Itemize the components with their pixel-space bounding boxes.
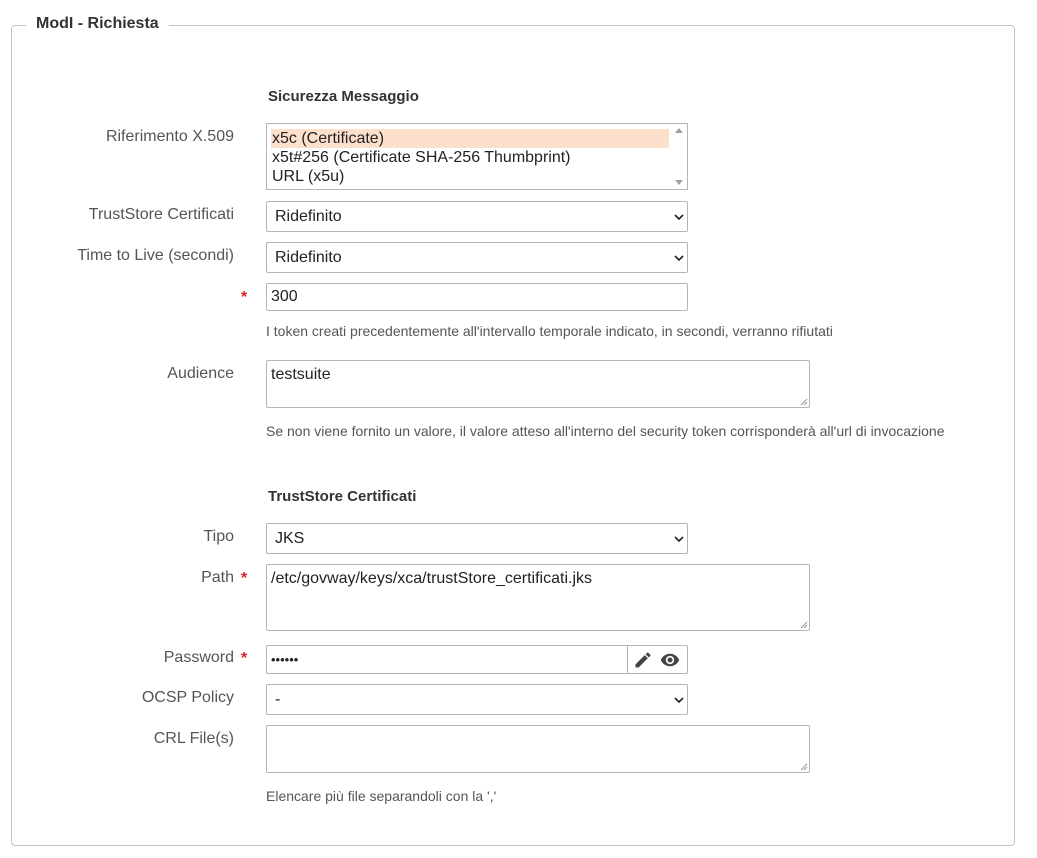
password-input[interactable]: •••••• bbox=[271, 652, 299, 667]
chevron-down-icon bbox=[673, 252, 685, 264]
riferimento-x509-label: Riferimento X.509 bbox=[105, 128, 234, 145]
select-value: Ridefinito bbox=[275, 208, 342, 225]
required-asterisk: * bbox=[241, 289, 248, 306]
section-title-truststore-certificati: TrustStore Certificati bbox=[268, 488, 417, 505]
listbox-option[interactable]: x5t#256 (Certificate SHA-256 Thumbprint) bbox=[272, 149, 571, 166]
fieldset-legend: ModI - Richiesta bbox=[26, 15, 169, 33]
tipo-select[interactable] bbox=[266, 523, 688, 554]
resize-grip-icon[interactable] bbox=[798, 396, 808, 406]
password-label: Password bbox=[163, 649, 234, 666]
crl-files-label: CRL File(s) bbox=[153, 730, 234, 747]
scroll-down-arrow-icon[interactable] bbox=[675, 180, 683, 185]
required-asterisk: * bbox=[241, 570, 248, 587]
chevron-down-icon bbox=[673, 533, 685, 545]
ttl-seconds-input[interactable]: 300 bbox=[266, 283, 688, 311]
audience-label: Audience bbox=[167, 365, 234, 382]
eye-icon[interactable] bbox=[659, 650, 681, 670]
password-divider bbox=[627, 646, 628, 673]
listbox-option[interactable]: URL (x5u) bbox=[272, 168, 345, 185]
ttl-hint: I token creati precedentemente all'intervallo temporale indicato, in secondi, verranno rifiutati bbox=[266, 323, 833, 339]
ocsp-policy-label: OCSP Policy bbox=[141, 689, 234, 706]
select-value: JKS bbox=[275, 530, 305, 547]
select-value: Ridefinito bbox=[275, 249, 342, 266]
resize-grip-icon[interactable] bbox=[798, 761, 808, 771]
select-value: - bbox=[275, 691, 281, 708]
resize-grip-icon[interactable] bbox=[798, 619, 808, 629]
audience-textarea[interactable] bbox=[266, 360, 810, 408]
chevron-down-icon bbox=[673, 211, 685, 223]
audience-hint: Se non viene fornito un valore, il valore atteso all'interno del security token corrisponderà all'url di invocazione bbox=[266, 423, 945, 439]
path-label: Path bbox=[201, 569, 234, 586]
password-field[interactable] bbox=[266, 645, 688, 674]
crl-files-hint: Elencare più file separandoli con la ',' bbox=[266, 788, 497, 804]
crl-files-textarea[interactable] bbox=[266, 725, 810, 773]
scroll-up-arrow-icon[interactable] bbox=[675, 128, 683, 133]
truststore-certificati-select[interactable] bbox=[266, 201, 688, 232]
riferimento-x509-listbox[interactable] bbox=[266, 123, 688, 190]
section-title-sicurezza-messaggio: Sicurezza Messaggio bbox=[268, 88, 419, 105]
required-asterisk: * bbox=[241, 650, 248, 667]
path-value: /etc/govway/keys/xca/trustStore_certificati.jks bbox=[271, 570, 592, 587]
listbox-scrollbar[interactable] bbox=[670, 124, 687, 189]
path-textarea[interactable] bbox=[266, 564, 810, 631]
chevron-down-icon bbox=[673, 694, 685, 706]
pencil-icon[interactable] bbox=[633, 650, 653, 670]
listbox-option[interactable]: x5c (Certificate) bbox=[271, 129, 669, 148]
time-to-live-label: Time to Live (secondi) bbox=[77, 247, 234, 264]
ocsp-policy-select[interactable] bbox=[266, 684, 688, 715]
truststore-certificati-label: TrustStore Certificati bbox=[88, 206, 234, 223]
tipo-label: Tipo bbox=[203, 528, 234, 545]
time-to-live-select[interactable] bbox=[266, 242, 688, 273]
audience-value: testsuite bbox=[271, 366, 331, 383]
